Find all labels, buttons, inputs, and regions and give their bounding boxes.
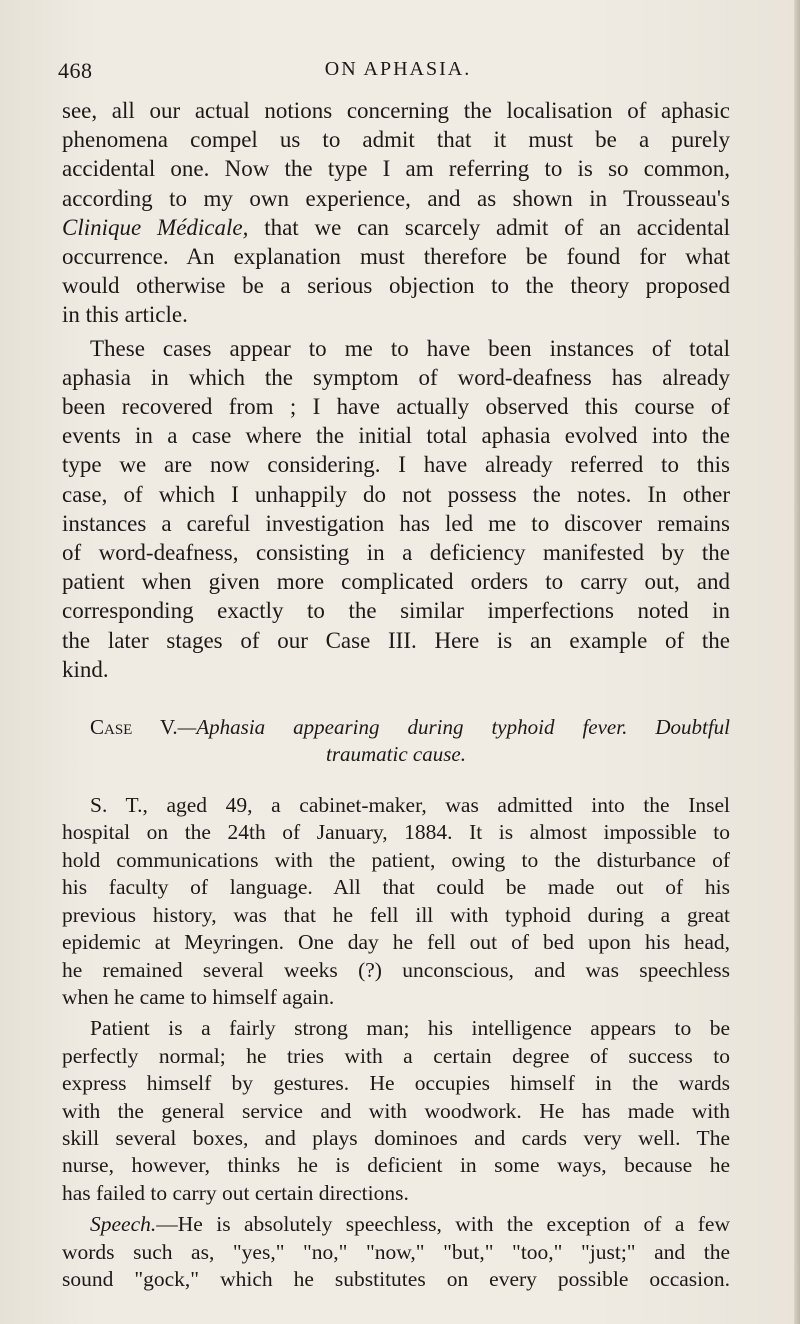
text-line: been recovered from ; I have actually observed this course of — [62, 394, 730, 420]
text-line: words such as, "yes," "no," "now," "but," "too," "just;" and the — [62, 1239, 730, 1264]
text-line: kind. — [62, 656, 109, 682]
case-body — [62, 792, 730, 1293]
text-line: patient when given more complicated orders to carry out, and — [62, 569, 730, 595]
text-line: has failed to carry out certain directions. — [62, 1180, 409, 1205]
text-line: Speech.—He is absolutely speechless, with the exception of a few — [90, 1212, 730, 1237]
case-label: Case V. — [90, 715, 178, 740]
text-line: aphasia in which the symptom of word-deafness has already — [62, 364, 730, 390]
text-line: skill several boxes, and plays dominoes and cards very well. The — [62, 1125, 730, 1150]
case-heading — [62, 714, 730, 768]
case-heading-line-1 — [62, 714, 730, 741]
text-line: accidental one. Now the type I am referring to is so common, — [62, 156, 730, 182]
text-line: would otherwise be a serious objection to the theory proposed — [62, 273, 730, 299]
text-line: events in a case where the initial total aphasia evolved into the — [62, 423, 730, 449]
text-line: These cases appear to me to have been instances of total — [90, 335, 730, 361]
paragraph-1 — [62, 96, 730, 330]
speech-heading: Speech. — [90, 1212, 157, 1237]
text-line: when he came to himself again. — [62, 984, 335, 1009]
case-heading-line-2: traumatic cause. — [326, 742, 466, 767]
text-line: instances a careful investigation has led me to discover remains — [62, 510, 730, 536]
text-line: his faculty of language. All that could be made out of his — [62, 875, 730, 900]
text-line: the later stages of our Case III. Here is an example of the — [62, 627, 730, 653]
text-line: express himself by gestures. He occupies himself in the wards — [62, 1071, 730, 1096]
text-block — [62, 96, 730, 1293]
text-line: case, of which I unhappily do not possess the notes. In other — [62, 481, 730, 507]
case-title-italic: —Aphasia appearing during typhoid fever. Doubtful — [177, 715, 730, 740]
text-line: in this article. — [62, 302, 188, 328]
italic-title: Clinique Médicale, — [62, 214, 249, 240]
page-edge — [794, 0, 800, 1324]
text-line: previous history, was that he fell ill with typhoid during a great — [62, 902, 730, 927]
text-line: of word-deafness, consisting in a deficiency manifested by the — [62, 540, 730, 566]
text-line: hospital on the 24th of January, 1884. It is almost impossible to — [62, 820, 730, 845]
page-number: 468 — [58, 58, 93, 83]
paragraph-2 — [62, 334, 730, 684]
text-line: sound "gock," which he substitutes on every possible occasion. — [62, 1266, 730, 1291]
text-line: phenomena compel us to admit that it must be a purely — [62, 127, 730, 153]
paragraph-5 — [62, 1211, 730, 1293]
text-line: type we are now considering. I have already referred to this — [62, 452, 730, 478]
text-line: perfectly normal; he tries with a certain degree of success to — [62, 1043, 730, 1068]
text-line: with the general service and with woodwork. He has made with — [62, 1098, 730, 1123]
text-line: according to my own experience, and as shown in Trousseau's — [62, 185, 730, 211]
text-line: hold communications with the patient, owing to the disturbance of — [62, 847, 730, 872]
text-line: Clinique Médicale, that we can scarcely admit of an accidental — [62, 214, 730, 240]
page-header — [58, 58, 738, 88]
text-line: epidemic at Meyringen. One day he fell out of bed upon his head, — [62, 930, 730, 955]
paragraph-3 — [62, 792, 730, 1011]
text-line: see, all our actual notions concerning the localisation of aphasic — [62, 98, 730, 123]
paragraph-4 — [62, 1015, 730, 1207]
text-line: he remained several weeks (?) unconscious, and was speechless — [62, 957, 730, 982]
text-line: corresponding exactly to the similar imperfections noted in — [62, 598, 730, 624]
text-line: nurse, however, thinks he is deficient in some ways, because he — [62, 1153, 730, 1178]
running-head: ON APHASIA. — [324, 58, 472, 80]
text-line: Patient is a fairly strong man; his intelligence appears to be — [90, 1016, 730, 1041]
text-line: occurrence. An explanation must therefore be found for what — [62, 244, 730, 270]
text-line: S. T., aged 49, a cabinet-maker, was admitted into the Insel — [90, 793, 730, 818]
